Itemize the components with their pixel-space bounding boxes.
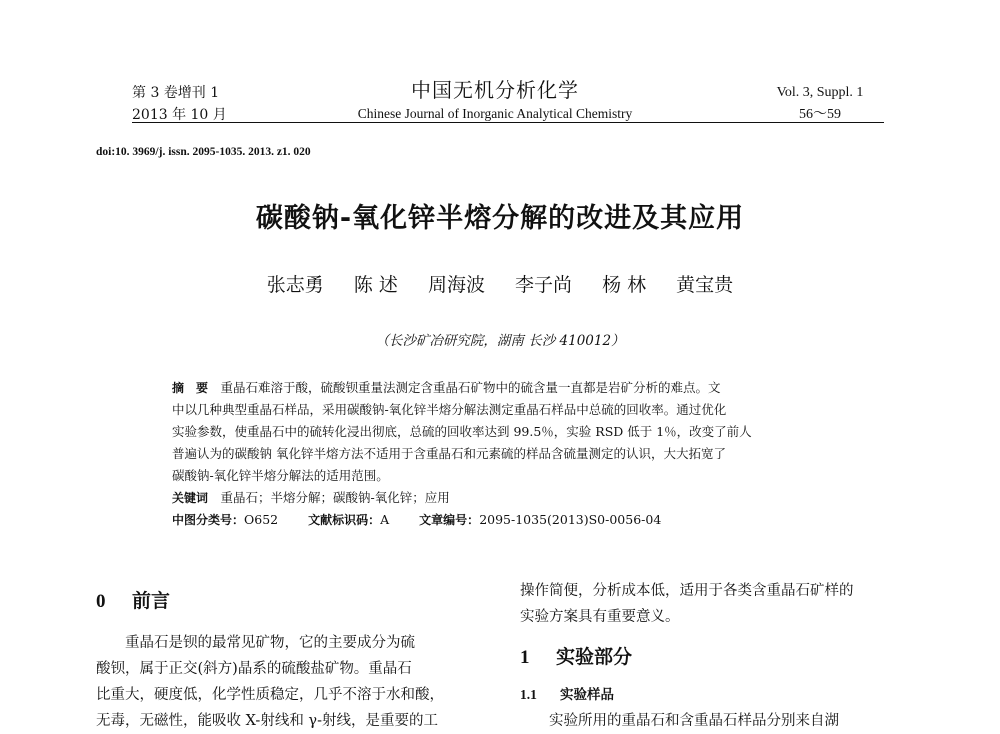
section-heading	[520, 642, 912, 672]
header-volume-block	[132, 82, 227, 126]
paragraph	[520, 708, 912, 734]
abstract-line: 普遍认为的碳酸钠 氧化锌半熔方法不适用于含重晶石和元素硫的样品含硫量测定的认识，大大拓宽了	[172, 446, 726, 461]
header-rule	[132, 122, 884, 123]
author: 陈 述	[353, 274, 398, 296]
abstract-line: 中以几种典型重晶石样品，采用碳酸钠-氧化锌半熔分解法测定重晶石样品中总硫的回收率。通过优化	[172, 402, 727, 417]
paragraph-line: 无毒，无磁性，能吸收 X-射线和 γ-射线，是重要的工	[96, 713, 438, 729]
abstract-line	[172, 377, 844, 399]
author: 周海波	[427, 274, 485, 296]
clc-label: 中图分类号：	[172, 513, 245, 527]
paragraph-line: 比重大，硬度低，化学性质稳定，几乎不溶于水和酸，	[96, 687, 444, 703]
header-volume-en: Vol. 3, Suppl. 1	[776, 85, 864, 100]
doi: doi:10. 3969/j. issn. 2095-1035. 2013. z1. 020	[96, 146, 311, 158]
section-number: 1	[520, 647, 530, 668]
abstract-line: 碳酸钠-氧化锌半熔分解法的适用范围。	[172, 468, 389, 483]
journal-title-en: Chinese Journal of Inorganic Analytical Chemistry	[357, 106, 633, 121]
clc-value: O652	[244, 512, 279, 527]
header-date-cn: 2013 年 10 月	[132, 107, 227, 123]
keywords-label: 关键词	[172, 491, 209, 505]
body-right-column	[520, 578, 912, 734]
section-title: 前言	[132, 590, 171, 612]
article-number-value: 2095-1035(2013)S0-0056-04	[479, 512, 662, 527]
section-title: 实验部分	[556, 646, 633, 668]
abstract-label: 摘 要	[172, 381, 209, 395]
paragraph-line: 酸钡，属于正交(斜方)晶系的硫酸盐矿物。重晶石	[96, 661, 412, 677]
abstract	[172, 377, 844, 531]
paragraph-line: 实验方案具有重要意义。	[520, 609, 680, 625]
paragraph	[96, 630, 488, 734]
author: 黄宝贵	[676, 274, 734, 296]
paragraph	[520, 578, 912, 630]
keywords-line	[172, 487, 844, 509]
abstract-line: 实验参数，使重晶石中的硫转化浸出彻底，总硫的回收率达到 99.5％，实验 RSD 低于 1％，改变了前人	[172, 424, 752, 439]
affiliation: （长沙矿冶研究院，湖南 长沙 410012）	[375, 333, 625, 349]
header-volume-cn: 第 3 卷增刊 1	[132, 85, 220, 101]
header-volume-en-block	[740, 82, 900, 126]
article-number-label: 文章编号：	[419, 513, 480, 527]
paragraph-line: 操作简便，分析成本低，适用于各类含重晶石矿样的	[520, 583, 854, 599]
body-left-column	[96, 586, 488, 734]
paper-title: 碳酸钠-氧化锌半熔分解的改进及其应用	[255, 203, 745, 234]
subsection-heading	[520, 682, 912, 708]
author-list	[0, 270, 1000, 297]
classification-line	[172, 509, 844, 531]
author: 张志勇	[266, 274, 324, 296]
section-number: 0	[96, 591, 106, 612]
paragraph-line: 重晶石是钡的最常见矿物，它的主要成分为硫	[96, 635, 415, 651]
keywords-text: 重晶石；半熔分解；碳酸钠-氧化锌；应用	[220, 490, 450, 505]
header-pages: 56～59	[799, 107, 841, 122]
paragraph-line: 实验所用的重晶石和含重晶石样品分别来自湖	[520, 713, 839, 729]
doc-code-label: 文献标识码：	[308, 513, 381, 527]
section-heading	[96, 586, 488, 616]
journal-title-cn: 中国无机分析化学	[411, 78, 579, 102]
abstract-text: 重晶石难溶于酸，硫酸钡重量法测定含重晶石矿物中的硫含量一直都是岩矿分析的难点。文	[220, 380, 721, 395]
header-journal-block	[300, 76, 690, 124]
author: 杨 林	[602, 274, 647, 296]
author: 李子尚	[515, 274, 573, 296]
doc-code-value: A	[380, 512, 390, 527]
subsection-number: 1.1	[520, 687, 537, 702]
subsection-title: 实验样品	[560, 687, 614, 703]
